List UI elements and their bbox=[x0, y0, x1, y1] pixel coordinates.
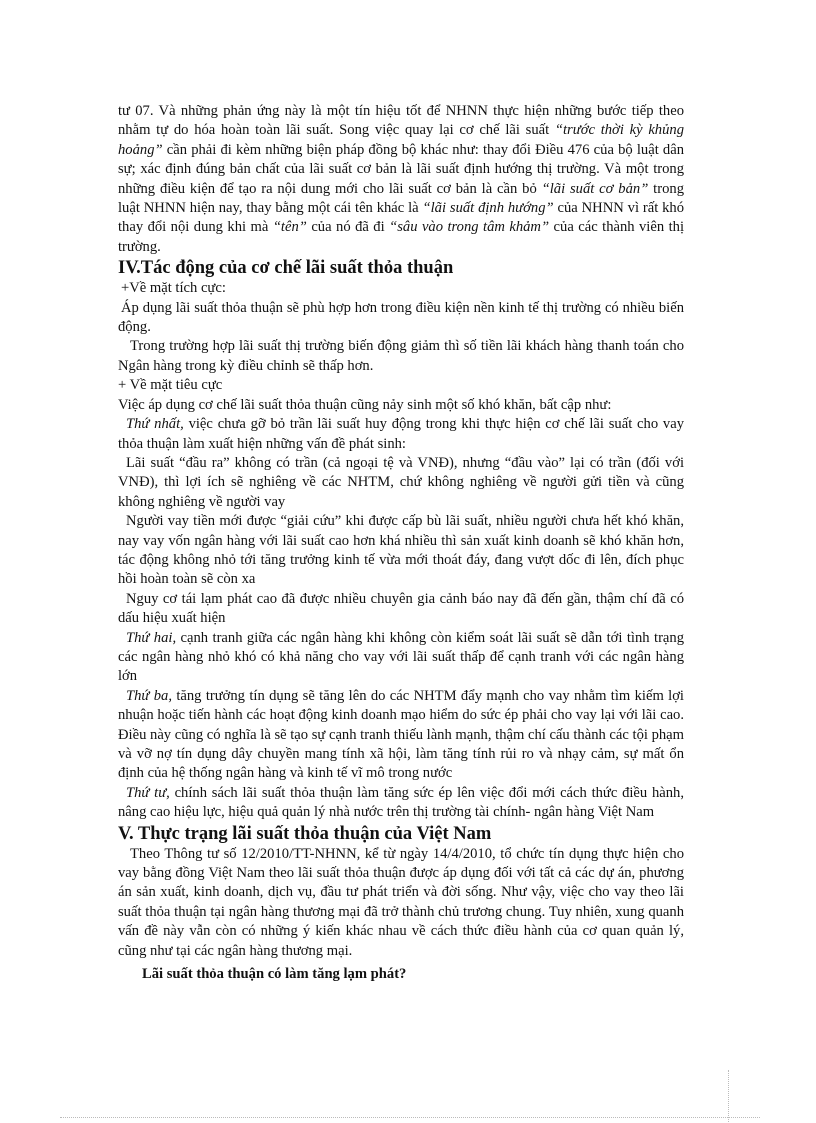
intro-text-2: cần phải đi kèm những biện pháp đồng bộ khác như: thay đổi Điều 476 của bộ luật dân sự; xác định đúng bản chất của lãi suất cơ bản là lãi suất định hướng thị trường. Và một trong những điều kiện để tạo ra nội dung mới cho lãi suất cơ bản là cần bỏ bbox=[118, 141, 684, 197]
first-point-text: việc chưa gỡ bỏ trần lãi suất huy động trong khi thực hiện cơ chế lãi suất cho vay thỏa thuận làm xuất hiện những vấn đề phát sinh: bbox=[118, 416, 684, 452]
section-5-paragraph: Theo Thông tư số 12/2010/TT-NHNN, kể từ ngày 14/4/2010, tổ chức tín dụng thực hiện cho vay bằng đồng Việt Nam theo lãi suất thỏa thuận được áp dụng đối với tất cả các dự án, phương án sản xuất, kinh doanh, dịch vụ, đầu tư phát triển và đời sống. Như vậy, việc cho vay theo lãi suất thỏa thuận tại ngân hàng thương mại đã trở thành chủ trương chung. Tuy nhiên, xung quanh vấn đề này vẫn còn có những ý kiến khác nhau về cách thức điều hành của cơ quan quản lý, cũng như tại các ngân hàng thương mại. bbox=[118, 845, 684, 959]
intro-quote-3: “lãi suất định hướng” bbox=[422, 200, 554, 217]
second-point-lead: Thứ hai, bbox=[126, 629, 177, 646]
first-point bbox=[118, 415, 684, 454]
page-right-guide bbox=[728, 1070, 729, 1122]
third-point-text: tăng trưởng tín dụng sẽ tăng lên do các NHTM đẩy mạnh cho vay nhằm tìm kiếm lợi nhuận hoặc tiến hành các hoạt động kinh doanh mạo hiểm do sức ép phải cho vay lại với lãi cao. Điều này cũng có nghĩa là sẽ tạo sự cạnh tranh thiếu lành mạnh, thậm chí cấu thành các tội phạm và vỡ nợ tín dụng dây chuyền mang tính xã hội, làm tăng tính rủi ro và nhạy cảm, sự mất ổn định của hệ thống ngân hàng và kinh tế vĩ mô trong nước bbox=[118, 687, 684, 782]
negative-label: + Về mặt tiêu cực bbox=[118, 377, 223, 394]
intro-quote-2: “lãi suất cơ bản” bbox=[541, 180, 649, 197]
page-bottom-guide bbox=[60, 1117, 760, 1118]
first-point-c: Nguy cơ tái lạm phát cao đã được nhiều chuyên gia cảnh báo nay đã đến gần, thậm chí đã có dấu hiệu xuất hiện bbox=[118, 590, 684, 627]
intro-quote-5: “sâu vào trong tâm khảm” bbox=[389, 219, 550, 236]
second-point-text: cạnh tranh giữa các ngân hàng khi không còn kiểm soát lãi suất sẽ dẫn tới tình trạng các ngân hàng nhỏ khó có khả năng cho vay với lãi suất thấp để cạnh tranh với các ngân hàng lớn bbox=[118, 629, 685, 685]
positive-label: +Về mặt tích cực: bbox=[121, 280, 226, 297]
section-4-heading: IV.Tác động của cơ chế lãi suất thỏa thuận bbox=[118, 258, 454, 279]
third-point bbox=[118, 687, 684, 784]
second-point bbox=[118, 629, 684, 687]
third-point-lead: Thứ ba, bbox=[126, 687, 172, 704]
first-point-b: Người vay tiền mới được “giải cứu” khi được cấp bù lãi suất, nhiều người chưa hết khó khăn, nay vay vốn ngân hàng với lãi suất cao hơn khá nhiều thì sản xuất kinh doanh sẽ khó khăn hơn, tác động không nhỏ tới tăng trưởng kinh tế vừa mới thoát đáy, đang vượt dốc đi lên, đích phục hồi hoàn toàn sẽ còn xa bbox=[118, 513, 684, 588]
intro-quote-1: “trước thời kỳ khủng hoảng” bbox=[118, 122, 684, 158]
intro-text-1: tư 07. Và những phản ứng này là một tín hiệu tốt để NHNN thực hiện những bước tiếp theo nhằm tự do hóa hoàn toàn lãi suất. Song việc quay lại cơ chế lãi suất bbox=[118, 103, 684, 139]
intro-text-5: của nó đã đi bbox=[306, 219, 390, 236]
fourth-point-text: chính sách lãi suất thỏa thuận làm tăng sức ép lên việc đổi mới cách thức điều hành, nâng cao hiệu lực, hiệu quả quản lý nhà nước trên thị trường tài chính- ngân hàng Việt Nam bbox=[118, 784, 684, 821]
document-page bbox=[118, 102, 684, 984]
intro-quote-4: “tên” bbox=[272, 219, 307, 236]
negative-intro: Việc áp dụng cơ chế lãi suất thỏa thuận cũng nảy sinh một số khó khăn, bất cập như: bbox=[118, 396, 612, 413]
section-5-question: Lãi suất thỏa thuận có làm tăng lạm phát? bbox=[142, 966, 407, 983]
first-point-a: Lãi suất “đầu ra” không có trần (cả ngoại tệ và VNĐ), nhưng “đầu vào” lại có trần (đối với VNĐ), thì lợi ích sẽ nghiêng về các NHTM, chứ không nghiêng về người gửi tiền và cũng không nghiêng về người vay bbox=[118, 454, 684, 510]
first-point-lead: Thứ nhất, bbox=[126, 416, 184, 433]
positive-paragraph-2: Trong trường hợp lãi suất thị trường biến động giảm thì số tiền lãi khách hàng thanh toán cho Ngân hàng trong kỳ điều chỉnh sẽ thấp hơn. bbox=[118, 338, 684, 374]
positive-paragraph-1: Áp dụng lãi suất thỏa thuận sẽ phù hợp hơn trong điều kiện nền kinh tế thị trường có nhiều biến động. bbox=[118, 299, 684, 336]
intro-text-4: của NHNN vì rất khó thay đổi nội dung khi mà bbox=[118, 200, 684, 236]
fourth-point-lead: Thứ tư, bbox=[126, 784, 170, 801]
intro-text-6: của các thành viên thị trường. bbox=[118, 219, 684, 255]
fourth-point bbox=[118, 784, 684, 823]
intro-paragraph bbox=[118, 102, 684, 257]
intro-text-3: trong luật NHNN hiện nay, thay bằng một cái tên khác là bbox=[118, 180, 684, 217]
section-5-heading: V. Thực trạng lãi suất thỏa thuận của Việt Nam bbox=[118, 823, 492, 844]
